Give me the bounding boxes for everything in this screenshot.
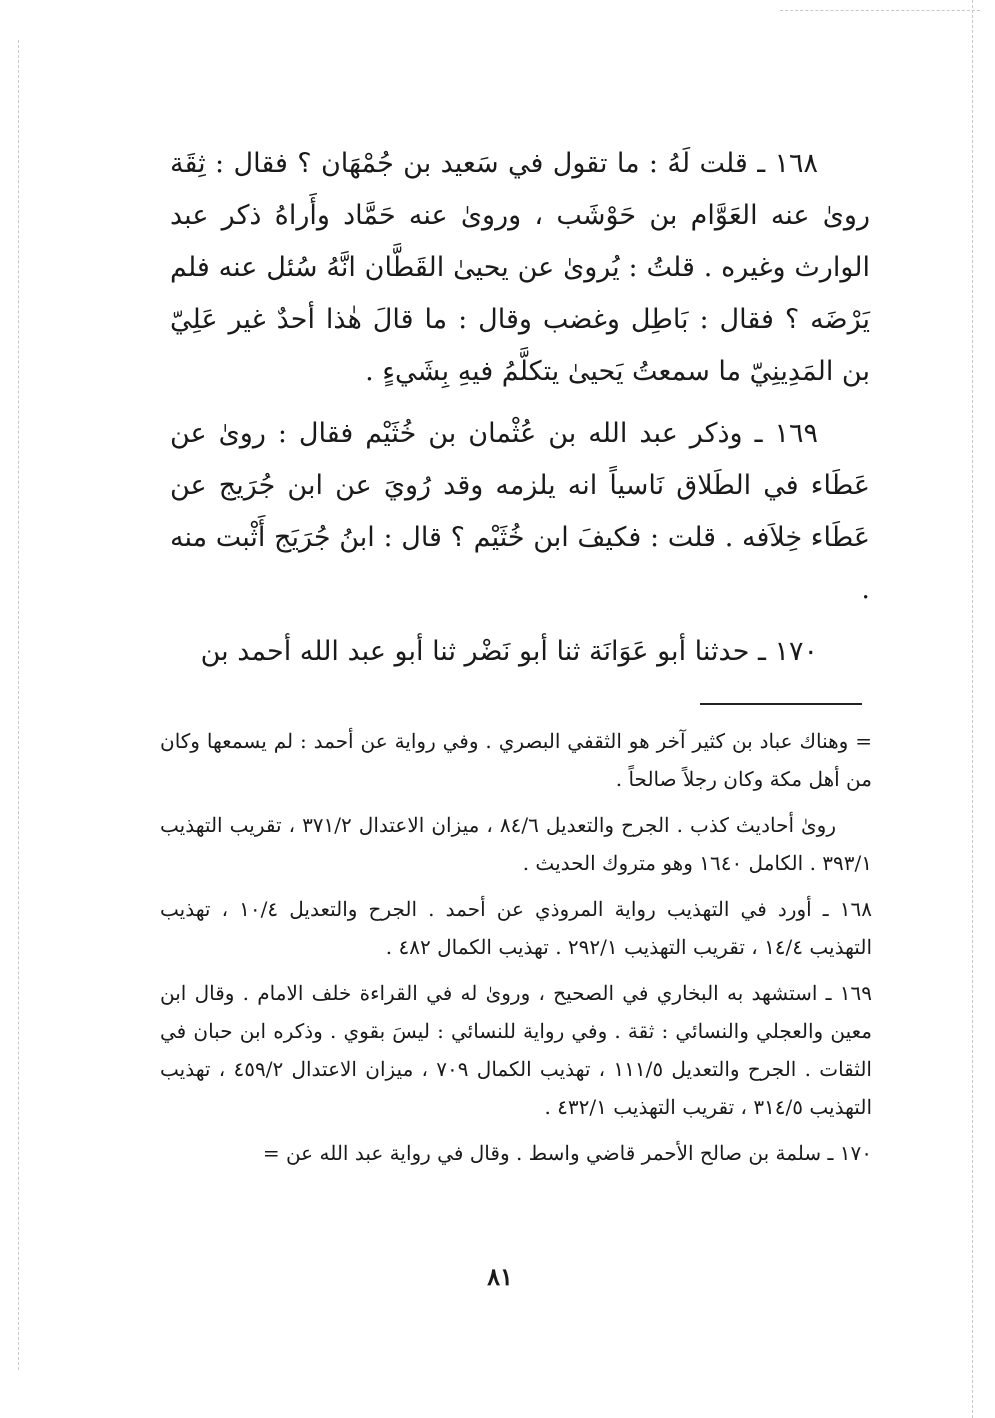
paragraph-168: ١٦٨ ـ قلت لَهُ : ما تقول في سَعيد بن جُمْهَان ؟ فقال : ثِقَة روىٰ عنه العَوَّام بن حَوْشَب ، وروىٰ عنه حَمَّاد وأَراهُ ذكر عبد الوارث وغيره . قلتُ : يُروىٰ عن يحيىٰ القَطَّان انَّهُ سُئل عنه فلم يَرْضَه ؟ فقال : بَاطِل وغضب وقال : ما قالَ هٰذا أحدٌ غير عَلِيّ بن المَدِينِيّ ما سمعتُ يَحيىٰ يتكلَّمُ فيهِ بِشَيءٍ . bbox=[170, 148, 870, 387]
footnote-168: ١٦٨ ـ أورد في التهذيب رواية المروذي عن أحمد . الجرح والتعديل ١٠/٤ ، تهذيب التهذيب ١٤/٤ ، تقريب التهذيب ٢٩٢/١ . تهذيب الكمال ٤٨٢ . bbox=[160, 897, 872, 959]
footnote-continuation: = وهناك عباد بن كثير آخر هو الثقفي البصري . وفي رواية عن أحمد : لم يسمعها وكان من أهل مكة وكان رجلاً صالحاً . bbox=[160, 729, 872, 791]
main-text bbox=[170, 138, 870, 688]
scan-edge-top bbox=[780, 10, 980, 11]
scan-edge-left bbox=[18, 40, 19, 1370]
footnotes bbox=[160, 722, 872, 1180]
page-number: ٨١ bbox=[487, 1262, 513, 1291]
paragraph-170: ١٧٠ ـ حدثنا أبو عَوَانَة ثنا أبو نَضْر ثنا أبو عبد الله أحمد بن bbox=[200, 636, 818, 667]
footnote-170: ١٧٠ ـ سلمة بن صالح الأحمر قاضي واسط . وقال في رواية عبد الله عن = bbox=[262, 1141, 872, 1165]
scan-edge-right bbox=[972, 0, 973, 1418]
paragraph-169: ١٦٩ ـ وذكر عبد الله بن عُثْمان بن خُثَيْم فقال : روىٰ عن عَطَاء في الطَلاق نَاسياً انه يلزمه وقد رُويَ عن ابن جُرَيج عن عَطَاء خِلاَفه . قلت : فكيفَ ابن خُثَيْم ؟ قال : ابنُ جُرَيَج أَثْبت منه . bbox=[170, 418, 870, 605]
footnote-continuation-2: روىٰ أحاديث كذب . الجرح والتعديل ٨٤/٦ ، ميزان الاعتدال ٣٧١/٢ ، تقريب التهذيب ٣٩٣/١ . الكامل ١٦٤٠ وهو متروك الحديث . bbox=[160, 813, 872, 875]
footnote-divider bbox=[700, 703, 862, 705]
footnote-169: ١٦٩ ـ استشهد به البخاري في الصحيح ، وروىٰ له في القراءة خلف الامام . وقال ابن معين والعجلي والنسائي : ثقة . وفي رواية للنسائي : ليسَ بقوي . وذكره ابن حبان في الثقات . الجرح والتعديل ١١١/٥ ، تهذيب الكمال ٧٠٩ ، ميزان الاعتدال ٤٥٩/٢ ، تهذيب التهذيب ٣١٤/٥ ، تقريب التهذيب ٤٣٢/١ . bbox=[160, 981, 872, 1119]
